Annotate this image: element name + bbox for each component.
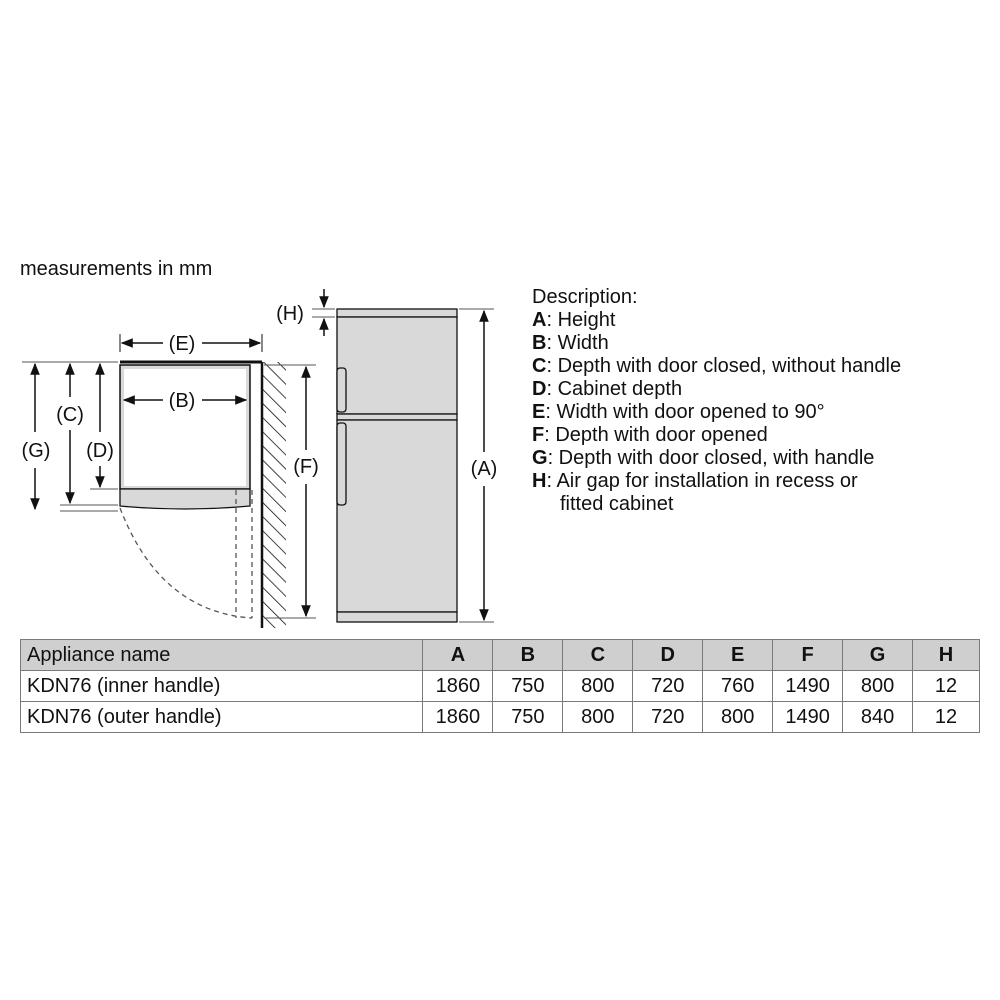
top-view — [22, 333, 319, 628]
header-col-b: B — [493, 640, 563, 671]
cabinet-interior — [124, 369, 246, 486]
fridge-lower-door — [337, 420, 457, 612]
legend-item-e: E : Width with door opened to 90° — [532, 401, 825, 423]
legend-item-b: B : Width — [532, 332, 609, 354]
label-b: (B) — [168, 390, 196, 412]
label-e: (E) — [168, 333, 196, 355]
fridge-separator — [337, 414, 457, 420]
cell-g: 800 — [843, 671, 913, 702]
label-g: (G) — [21, 440, 51, 462]
cell-d: 720 — [633, 671, 703, 702]
cell-d: 720 — [633, 702, 703, 733]
upper-handle — [337, 368, 346, 412]
dimensions-table — [20, 639, 980, 733]
header-col-d: D — [633, 640, 703, 671]
row-name: KDN76 (inner handle) — [21, 671, 423, 702]
cell-a: 1860 — [423, 671, 493, 702]
header-col-a: A — [423, 640, 493, 671]
cell-a: 1860 — [423, 702, 493, 733]
legend-item-c: C : Depth with door closed, without handle — [532, 355, 902, 377]
table-row — [21, 702, 980, 733]
fridge-base-trim — [337, 612, 457, 622]
header-appliance-name: Appliance name — [21, 640, 423, 671]
label-c: (C) — [56, 404, 84, 426]
legend-item-h-continuation: fitted cabinet — [560, 493, 674, 515]
label-f: (F) — [293, 456, 319, 478]
row-name: KDN76 (outer handle) — [21, 702, 423, 733]
description-legend — [532, 286, 901, 516]
label-a: (A) — [470, 458, 498, 480]
legend-item-a: A : Height — [532, 309, 616, 331]
cell-c: 800 — [563, 671, 633, 702]
legend-item-f: F : Depth with door opened — [532, 424, 768, 446]
cell-b: 750 — [493, 671, 563, 702]
cell-h: 12 — [913, 702, 980, 733]
cell-e: 760 — [703, 671, 773, 702]
legend-item-d: D : Cabinet depth — [532, 378, 683, 400]
cell-e: 800 — [703, 702, 773, 733]
header-col-c: C — [563, 640, 633, 671]
door-swing-arc — [120, 508, 252, 618]
label-d: (D) — [86, 440, 114, 462]
legend-item-h: H : Air gap for installation in recess or — [532, 470, 858, 492]
cell-h: 12 — [913, 671, 980, 702]
header-col-e: E — [703, 640, 773, 671]
cell-f: 1490 — [773, 702, 843, 733]
table-row — [21, 671, 980, 702]
wall-hatch — [262, 362, 286, 628]
label-h: (H) — [276, 303, 304, 325]
cell-b: 750 — [493, 702, 563, 733]
fridge-top-trim — [337, 309, 457, 317]
lower-handle — [337, 423, 346, 505]
legend-item-g: G : Depth with door closed, with handle — [532, 447, 875, 469]
door-top-view — [120, 489, 250, 509]
cell-c: 800 — [563, 702, 633, 733]
header-col-f: F — [773, 640, 843, 671]
cell-g: 840 — [843, 702, 913, 733]
fridge-freezer-door — [337, 317, 457, 414]
description-heading: Description: — [532, 286, 638, 308]
table-header-row — [21, 640, 980, 671]
units-note: measurements in mm — [20, 258, 213, 280]
header-col-g: G — [843, 640, 913, 671]
cell-f: 1490 — [773, 671, 843, 702]
header-col-h: H — [913, 640, 980, 671]
